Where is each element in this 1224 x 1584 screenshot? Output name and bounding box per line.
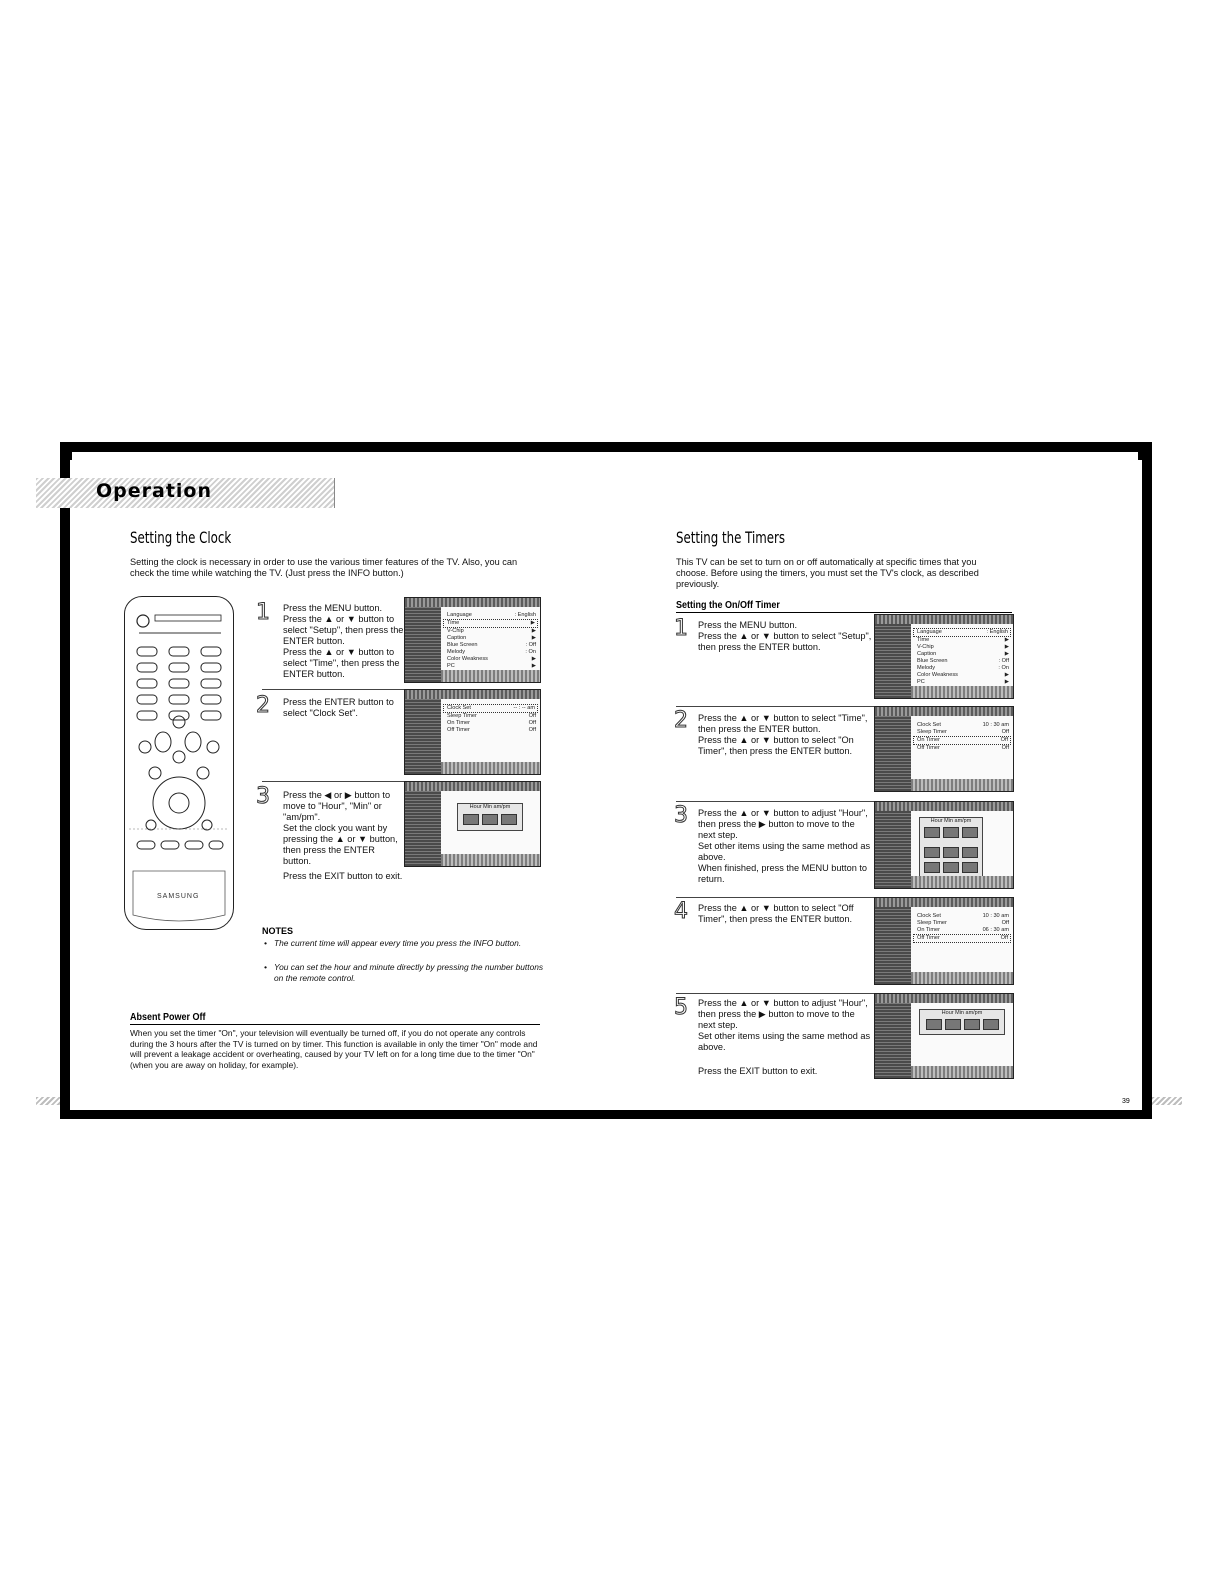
notes-heading: NOTES: [262, 926, 294, 936]
step-number: 4: [674, 899, 688, 924]
note-item: • The current time will appear every time you press the INFO button.: [264, 938, 522, 948]
tv-screen-clock-set: [404, 781, 541, 867]
page-number-right: 39: [1122, 1098, 1130, 1105]
page-frame-bottom: [60, 1110, 1152, 1119]
on-timer-panel: Hour Min am/pm: [919, 817, 983, 877]
clock-intro: Setting the clock is necessary in order to use the various timer features of the TV. Also, you can check the time while watching the TV. (Just press the INFO button.): [130, 557, 518, 578]
menu-row: PC ▶: [447, 663, 536, 669]
note-item: • You can set the hour and minute directly by pressing the number buttons on the remote control.: [264, 962, 544, 983]
step-text: Press the MENU button. Press the ▲ or ▼ button to select "Setup", then press the ENTER button. Press the ▲ or ▼ button to select "Time", then press the ENTER button.: [283, 603, 404, 679]
step-divider: [676, 706, 874, 707]
step-text: Press the ▲ or ▼ button to select "Time", then press the ENTER button. Press the ▲ or ▼ button to select "On Timer", then press the ENTER button.: [698, 713, 868, 756]
page-frame-right: [1142, 442, 1152, 1119]
clock-field-panel: Hour Min am/pm: [457, 803, 523, 831]
step-text: Press the ▲ or ▼ button to select "Off Timer", then press the ENTER button.: [698, 903, 854, 924]
menu-row: PC ▶: [917, 679, 1009, 685]
subheading-rule: [676, 612, 1012, 613]
clock-heading: Setting the Clock: [130, 528, 232, 547]
tv-screen-setup-menu: [874, 614, 1014, 699]
menu-row: Sleep Timer Off: [917, 729, 1009, 735]
menu-row-selected: Time ▶: [443, 619, 538, 628]
page-tab-right: [1152, 1097, 1182, 1105]
menu-row: Clock Set 10 : 30 am: [917, 722, 1009, 728]
step-text: Press the ◀ or ▶ button to move to "Hour", "Min" or "am/pm". Set the clock you want by pressing the ▲ or ▼ button, then press the ENTER button.: [283, 790, 398, 866]
step-number: 3: [256, 784, 270, 809]
page-tab-left: [36, 1097, 60, 1105]
menu-row: V-Chip ▶: [917, 644, 1009, 650]
step-number: 3: [674, 803, 688, 828]
step-divider: [676, 897, 874, 898]
step-divider: [676, 801, 874, 802]
menu-row: Blue Screen : Off: [917, 658, 1009, 664]
menu-row: Time ▶: [917, 637, 1009, 643]
menu-row: Caption ▶: [917, 651, 1009, 657]
tv-screen-time-menu: [874, 706, 1014, 792]
menu-row: Clock Set 10 : 30 am: [917, 913, 1009, 919]
menu-row-selected: On Timer Off: [913, 736, 1011, 745]
tv-screen-off-timer: [874, 993, 1014, 1079]
section-title: Operation: [96, 480, 213, 502]
menu-row-selected: Off Timer Off: [913, 934, 1011, 943]
step-number: 5: [674, 995, 688, 1020]
step-text: Press the ▲ or ▼ button to adjust "Hour", then press the ▶ button to move to the next step. Set other items using the same method as above. When finished, press the MENU button to return.: [698, 808, 871, 884]
tv-screen-on-timer: [874, 801, 1014, 889]
menu-row: Melody : On: [447, 649, 536, 655]
menu-row: Sleep Timer Off: [447, 713, 536, 719]
step-number: 1: [674, 616, 688, 641]
page-number-left: 38: [60, 1098, 68, 1105]
exit-instruction: Press the EXIT button to exit.: [283, 871, 403, 881]
menu-row: Color Weakness ▶: [917, 672, 1009, 678]
on-off-timer-subheading: Setting the On/Off Timer: [676, 600, 780, 611]
menu-row: On Timer 06 : 30 am: [917, 927, 1009, 933]
off-timer-panel: Hour Min am/pm: [919, 1009, 1005, 1035]
menu-row: Caption ▶: [447, 635, 536, 641]
step-number: 1: [256, 600, 270, 625]
menu-row: Sleep Timer Off: [917, 920, 1009, 926]
step-divider: [676, 993, 874, 994]
remote-buttons-icon: [125, 597, 233, 929]
step-divider: [262, 781, 404, 782]
page-frame-left: [60, 442, 70, 1119]
step-text: Press the MENU button. Press the ▲ or ▼ button to select "Setup", then press the ENTER button.: [698, 620, 872, 652]
menu-row-selected: Language : English: [913, 628, 1011, 637]
menu-row: Blue Screen : Off: [447, 642, 536, 648]
menu-row-selected: Clock Set -- : -- am: [443, 704, 538, 713]
menu-row: V-Chip ▶: [447, 628, 536, 634]
page-frame-top: [60, 442, 1152, 452]
tv-screen-time-menu: [404, 689, 541, 775]
timers-heading: Setting the Timers: [676, 528, 785, 547]
absent-power-off-text: When you set the timer "On", your television will eventually be turned off, if you do not operate any controls during the 3 hours after the TV is turned on by timer. This function is available in only the timer "On" mode and will prevent a leakage accident or overheating, caused by your TV left on for a long time due to the timer "On" (when you are away on holiday, for example).: [130, 1028, 538, 1070]
corner-mark: [1138, 452, 1146, 460]
step-number: 2: [674, 708, 688, 733]
tv-screen-setup-menu: [404, 597, 541, 683]
remote-brand-label: SAMSUNG: [157, 893, 200, 900]
exit-instruction: Press the EXIT button to exit.: [698, 1066, 818, 1076]
absent-power-off-heading: Absent Power Off: [130, 1012, 206, 1023]
menu-row: Melody : On: [917, 665, 1009, 671]
menu-row: Off Timer Off: [917, 745, 1009, 751]
corner-mark: [64, 452, 72, 460]
step-number: 2: [256, 693, 270, 718]
menu-row: Off Timer Off: [447, 727, 536, 733]
menu-row: Language : English: [447, 612, 536, 618]
subheading-rule: [130, 1024, 540, 1025]
menu-row: On Timer Off: [447, 720, 536, 726]
tv-screen-time-menu: [874, 897, 1014, 985]
step-text: Press the ▲ or ▼ button to adjust "Hour", then press the ▶ button to move to the next step. Set other items using the same method as above.: [698, 998, 871, 1052]
remote-control-illustration: [124, 596, 234, 930]
timers-intro: This TV can be set to turn on or off automatically at specific times that you choose. Before using the timers, you must set the TV's clock, as described previously.: [676, 557, 979, 589]
menu-row: Color Weakness ▶: [447, 656, 536, 662]
step-divider: [262, 689, 404, 690]
step-text: Press the ENTER button to select "Clock Set".: [283, 697, 394, 718]
